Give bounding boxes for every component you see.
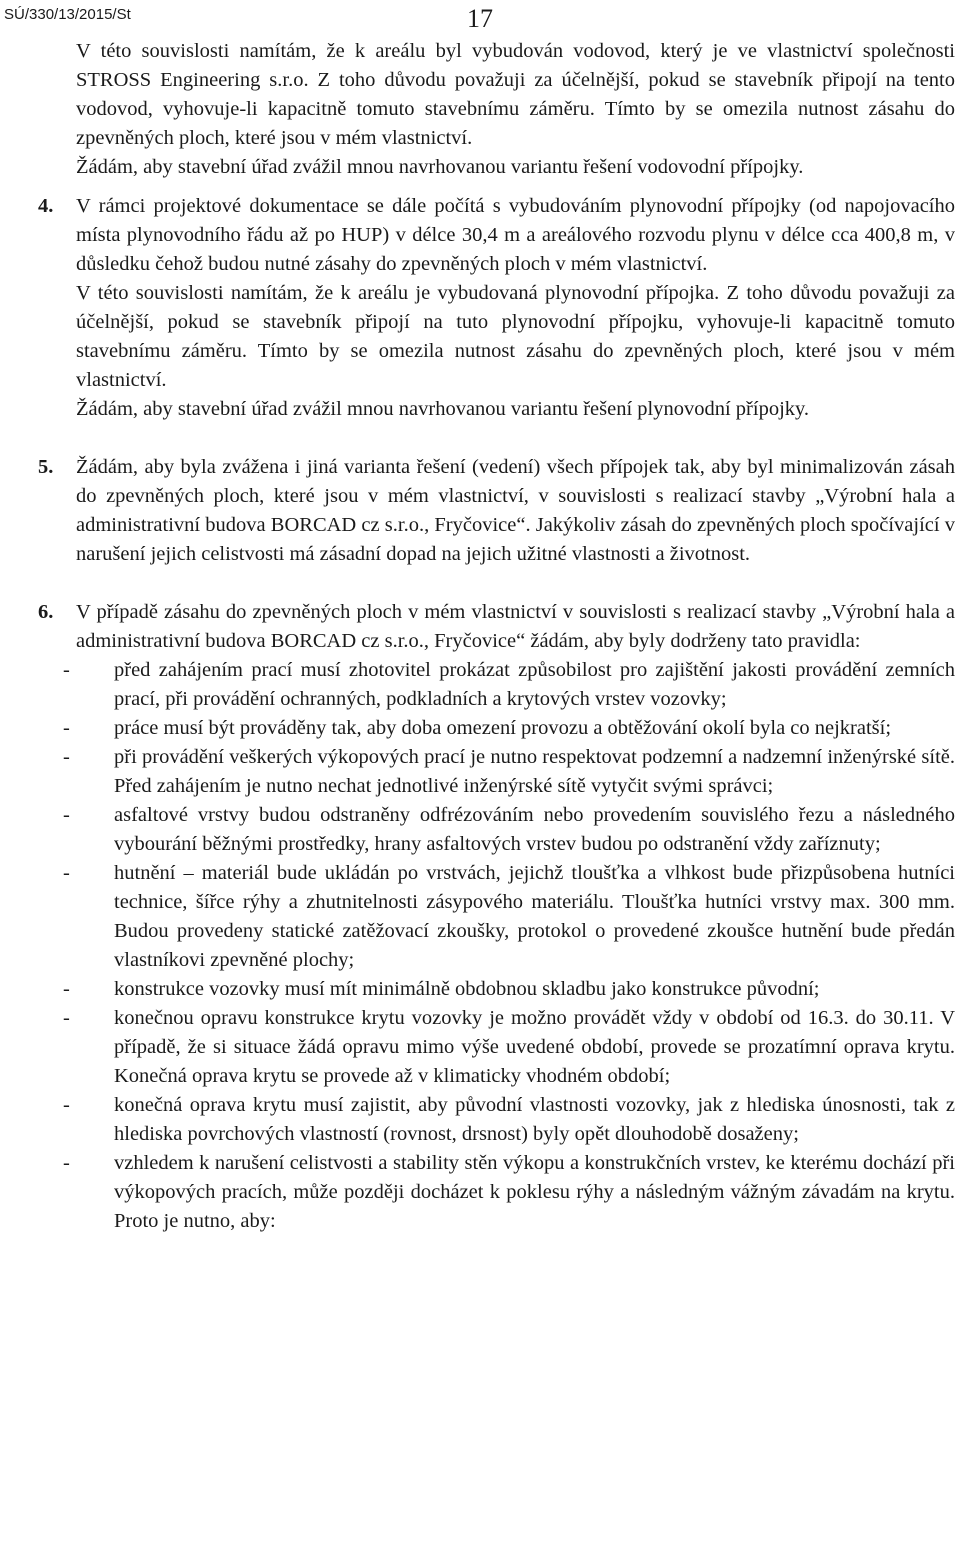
- list-item: - konečná oprava krytu musí zajistit, aby původní vlastnosti vozovky, jak z hlediska únosnosti, tak z hlediska povrchových vlastností (rovnost, drsnost) byly opět dlouhodobě dosaženy;: [63, 1094, 955, 1145]
- list-item: - práce musí být prováděny tak, aby doba omezení provozu a obtěžování okolí byla co nejkratší;: [63, 717, 892, 739]
- item-number: 5.: [38, 456, 54, 478]
- item4-paragraph-2: V této souvislosti namítám, že k areálu je vybudovaná plynovodní přípojka. Z toho důvodu považuji za účelnější, pokud se stavebník připojí na tuto plynovodní přípojku, vyhovuje-li kapacitně tomuto stavebnímu záměru. Tímto by se omezila nutnost zásahu do zpevněných ploch, které jsou v mém vlastnictví.: [76, 282, 955, 391]
- document-body: [38, 37, 955, 1236]
- item-number: 6.: [38, 601, 54, 623]
- list-item-text: hutnění – materiál bude ukládán po vrstvách, jejichž tloušťka a vlhkost bude přizpůsobena hutníci technice, šířce rýhy a zhutnitelnosti zásypového materiálu. Tloušťka hutníci vrstvy max. 300 mm. Budou provedeny statické zatěžovací zkoušky, protokol o provedené zkoušce hutnění bude předán vlastníkovi zpevněné plochy;: [114, 862, 955, 971]
- list-item-text: vzhledem k narušení celistvosti a stability stěn výkopu a konstrukčních vrstev, ke kterému dochází při výkopových pracích, může později docházet k poklesu rýhy a následným vážným závadám na krytu. Proto je nutno, aby:: [114, 1152, 955, 1232]
- item4-paragraph-1: V rámci projektové dokumentace se dále počítá s vybudováním plynovodní přípojky (od napojovacího místa plynovodního řádu až po HUP) v délce 30,4 m a areálového rozvodu plynu v délce cca 400,8 m, v důsledku čehož budou nutné zásahy do zpevněných ploch v mém vlastnictví.: [76, 195, 955, 275]
- item-number: 4.: [38, 195, 54, 217]
- list-item: - konstrukce vozovky musí mít minimálně obdobnou skladbu jako konstrukce původní;: [63, 978, 820, 1000]
- intro-paragraph-1: V této souvislosti namítám, že k areálu byl vybudován vodovod, který je ve vlastnictví společnosti STROSS Engineering s.r.o. Z toho důvodu považuji za účelnější, pokud se stavebník připojí na tento vodovod, vyhovuje-li kapacitně tomuto stavebnímu záměru. Tímto by se omezila nutnost zásahu do zpevněných ploch, které jsou v mém vlastnictví.: [76, 40, 955, 149]
- intro-paragraph-2: Žádám, aby stavební úřad zvážil mnou navrhovanou variantu řešení vodovodní přípojky.: [76, 156, 804, 178]
- list-item-text: konečná oprava krytu musí zajistit, aby původní vlastnosti vozovky, jak z hlediska únosnosti, tak z hlediska povrchových vlastností (rovnost, drsnost) byly opět dlouhodobě dosaženy;: [114, 1094, 955, 1145]
- list-item-text: konstrukce vozovky musí mít minimálně obdobnou skladbu jako konstrukce původní;: [114, 978, 820, 1000]
- rules-list: [63, 656, 955, 1236]
- objection-item-5: [38, 453, 955, 569]
- list-item: - při provádění veškerých výkopových prací je nutno respektovat podzemní a nadzemní inženýrské sítě. Před zahájením je nutno nechat jednotlivé inženýrské sítě vytyčit svými správci;: [63, 746, 955, 797]
- list-item: - konečnou opravu konstrukce krytu vozovky je možno provádět vždy v období od 16.3. do 30.11. V případě, že si situace žádá opravu mimo výše uvedené období, provede se prozatímní oprava krytu. Konečná oprava krytu se provede až v klimaticky vhodném období;: [63, 1007, 955, 1087]
- item4-paragraph-3: Žádám, aby stavební úřad zvážil mnou navrhovanou variantu řešení plynovodní přípojky.: [76, 398, 810, 420]
- list-item-text: před zahájením prací musí zhotovitel prokázat způsobilost pro zajištění jakosti provádění zemních prací, při provádění ochranných, podkladních a krytových vrstev vozovky;: [114, 659, 955, 710]
- list-item: - vzhledem k narušení celistvosti a stability stěn výkopu a konstrukčních vrstev, ke kterému dochází při výkopových pracích, může později docházet k poklesu rýhy a následným vážným závadám na krytu. Proto je nutno, aby:: [63, 1152, 955, 1232]
- item6-paragraph-1: V případě zásahu do zpevněných ploch v mém vlastnictví v souvislosti s realizací stavby „Výrobní hala a administrativní budova BORCAD cz s.r.o., Fryčovice“ žádám, aby byly dodrženy tato pravidla:: [76, 601, 955, 652]
- list-item-text: při provádění veškerých výkopových prací je nutno respektovat podzemní a nadzemní inženýrské sítě. Před zahájením je nutno nechat jednotlivé inženýrské sítě vytyčit svými správci;: [114, 746, 955, 797]
- list-item: - hutnění – materiál bude ukládán po vrstvách, jejichž tloušťka a vlhkost bude přizpůsobena hutníci technice, šířce rýhy a zhutnitelnosti zásypového materiálu. Tloušťka hutníci vrstvy max. 300 mm. Budou provedeny statické zatěžovací zkoušky, protokol o provedené zkoušce hutnění bude předán vlastníkovi zpevněné plochy;: [63, 862, 955, 971]
- list-item-text: práce musí být prováděny tak, aby doba omezení provozu a obtěžování okolí byla co nejkratší;: [114, 717, 892, 739]
- list-item: - asfaltové vrstvy budou odstraněny odfrézováním nebo provedením souvislého řezu a následného vybourání běžnými prostředky, hrany asfaltových vrstev budou po odstranění vždy zaříznuty;: [63, 804, 955, 855]
- objection-item-6: [38, 598, 955, 1236]
- objection-item-4: [38, 192, 955, 424]
- document-reference: SÚ/330/13/2015/St: [4, 6, 131, 23]
- list-item-text: asfaltové vrstvy budou odstraněny odfrézováním nebo provedením souvislého řezu a následného vybourání běžnými prostředky, hrany asfaltových vrstev budou po odstranění vždy zaříznuty;: [114, 804, 955, 855]
- list-item: - před zahájením prací musí zhotovitel prokázat způsobilost pro zajištění jakosti provádění zemních prací, při provádění ochranných, podkladních a krytových vrstev vozovky;: [63, 659, 955, 710]
- item5-paragraph-1: Žádám, aby byla zvážena i jiná varianta řešení (vedení) všech přípojek tak, aby byl minimalizován zásah do zpevněných ploch, které jsou v mém vlastnictví, v souvislosti s realizací stavby „Výrobní hala a administrativní budova BORCAD cz s.r.o., Fryčovice“. Jakýkoliv zásah do zpevněných ploch spočívající v narušení jejich celistvosti má zásadní dopad na jejich užitné vlastnosti a životnost.: [76, 456, 955, 565]
- page-number: 17: [467, 4, 493, 33]
- list-item-text: konečnou opravu konstrukce krytu vozovky je možno provádět vždy v období od 16.3. do 30.11. V případě, že si situace žádá opravu mimo výše uvedené období, provede se prozatímní oprava krytu. Konečná oprava krytu se provede až v klimaticky vhodném období;: [114, 1007, 955, 1087]
